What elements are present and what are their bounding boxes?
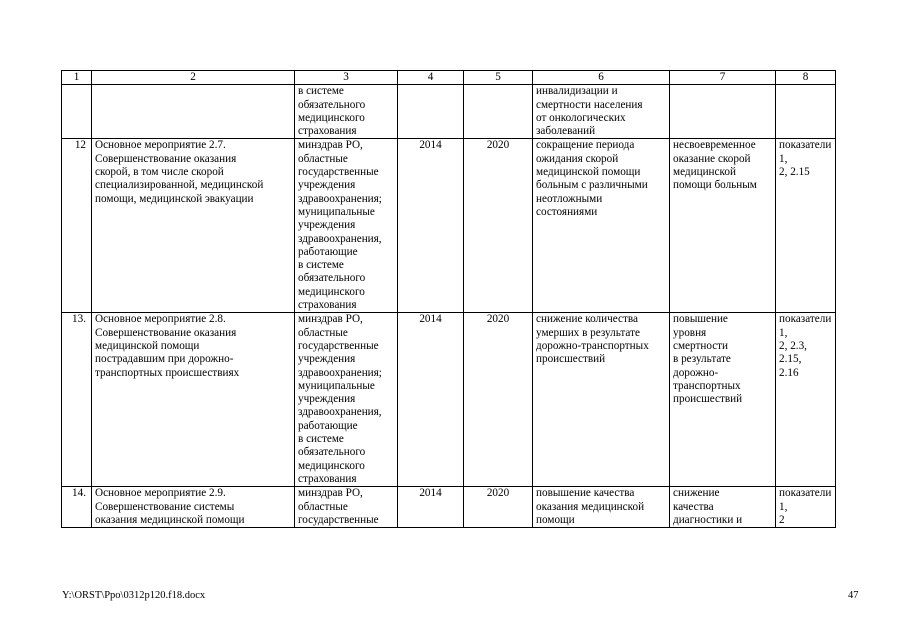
cell-start: 2014 — [398, 487, 464, 528]
cell-end: 2020 — [464, 487, 533, 528]
program-activities-table — [61, 70, 836, 528]
table-row — [62, 487, 836, 528]
header-col-2: 2 — [92, 71, 295, 85]
cell-result: повышение качества оказания медицинской помощи — [533, 487, 670, 528]
header-col-3: 3 — [295, 71, 398, 85]
cell-consequence: снижение качества диагностики и — [670, 487, 776, 528]
cell-indicators: показатели 1, 2, 2.3, 2.15, 2.16 — [776, 313, 836, 487]
cell-start: 2014 — [398, 313, 464, 487]
cell-start: 2014 — [398, 139, 464, 313]
cell-name: Основное мероприятие 2.8. Совершенствование оказания медицинской помощи пострадавшим при дорожно- транспортных происшествиях — [92, 313, 295, 487]
cell-indicators — [776, 85, 836, 139]
cell-end: 2020 — [464, 139, 533, 313]
cell-name — [92, 85, 295, 139]
cell-indicators: показатели 1, 2, 2.15 — [776, 139, 836, 313]
cell-consequence: несвоевременное оказание скорой медицинской помощи больным — [670, 139, 776, 313]
cell-result: сокращение периода ожидания скорой медицинской помощи больным с различными неотложными состояниями — [533, 139, 670, 313]
table-row-continuation — [62, 85, 836, 139]
cell-executor: минздрав РО, областные государственные учреждения здравоохранения; муниципальные учреждения здравоохранения, работающие в системе обязательного медицинского страхования — [295, 313, 398, 487]
cell-consequence: повышение уровня смертности в результате дорожно- транспортных происшествий — [670, 313, 776, 487]
cell-result: снижение количества умерших в результате дорожно-транспортных происшествий — [533, 313, 670, 487]
cell-consequence — [670, 85, 776, 139]
cell-indicators: показатели 1, 2 — [776, 487, 836, 528]
header-col-8: 8 — [776, 71, 836, 85]
cell-num: 14. — [62, 487, 92, 528]
cell-start — [398, 85, 464, 139]
page-number: 47 — [848, 590, 859, 601]
header-col-4: 4 — [398, 71, 464, 85]
header-col-1: 1 — [62, 71, 92, 85]
cell-num: 12 — [62, 139, 92, 313]
cell-result: инвалидизации и смертности населения от онкологических заболеваний — [533, 85, 670, 139]
header-col-5: 5 — [464, 71, 533, 85]
table-row — [62, 313, 836, 487]
cell-name: Основное мероприятие 2.9. Совершенствование системы оказания медицинской помощи — [92, 487, 295, 528]
table-row — [62, 139, 836, 313]
cell-num — [62, 85, 92, 139]
column-number-header-row — [62, 71, 836, 85]
cell-executor: минздрав РО, областные государственные — [295, 487, 398, 528]
cell-end — [464, 85, 533, 139]
header-col-7: 7 — [670, 71, 776, 85]
footer-file-path: Y:\ORST\Ppo\0312p120.f18.docx — [62, 590, 206, 601]
cell-executor: в системе обязательного медицинского страхования — [295, 85, 398, 139]
header-col-6: 6 — [533, 71, 670, 85]
cell-end: 2020 — [464, 313, 533, 487]
cell-executor: минздрав РО, областные государственные учреждения здравоохранения; муниципальные учреждения здравоохранения, работающие в системе обязательного медицинского страхования — [295, 139, 398, 313]
cell-num: 13. — [62, 313, 92, 487]
cell-name: Основное мероприятие 2.7. Совершенствование оказания скорой, в том числе скорой специализированной, медицинской помощи, медицинской эвакуации — [92, 139, 295, 313]
